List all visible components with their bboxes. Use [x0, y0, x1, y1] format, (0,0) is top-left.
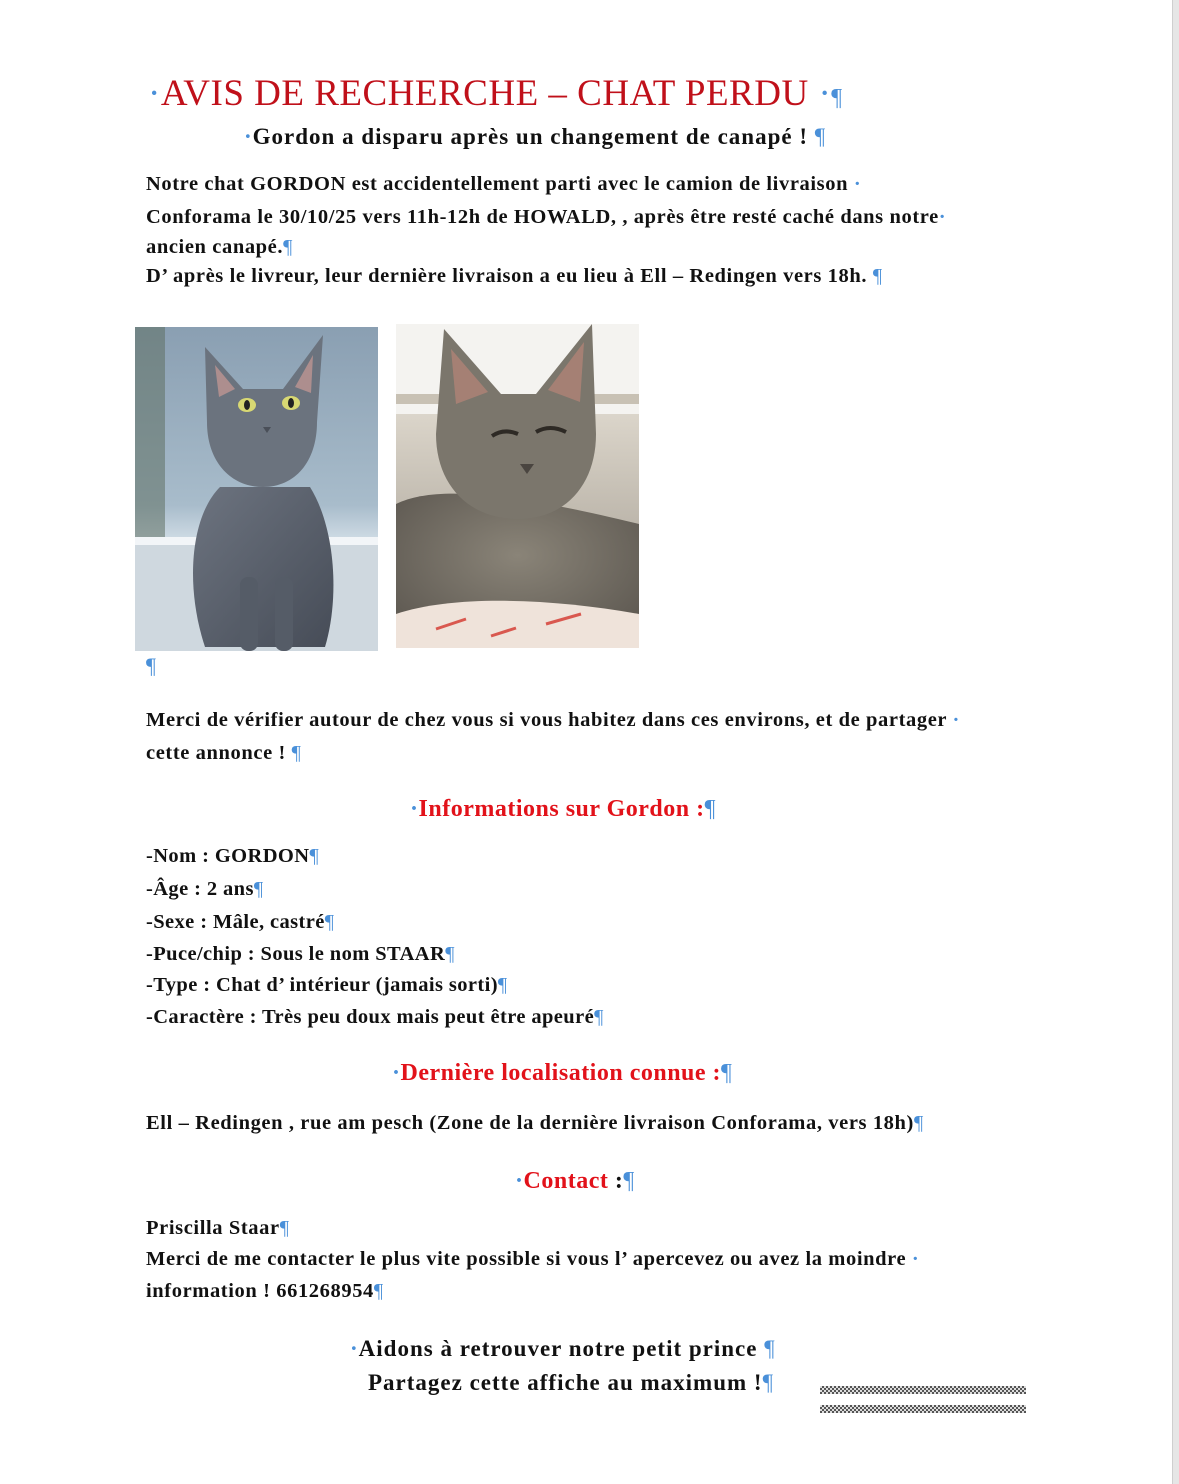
info-heading-text: Informations sur Gordon :	[418, 796, 705, 822]
location-heading-text: Dernière localisation connue :	[400, 1060, 722, 1086]
location-text	[146, 1108, 924, 1139]
intro-line-3: ancien canapé.	[146, 236, 284, 258]
pilcrow: ¶	[762, 1370, 774, 1395]
request-line-2: cette annonce !	[146, 742, 286, 764]
intro-line-4: D’ après le livreur, leur dernière livraison a eu lieu à Ell – Redingen vers 18h.	[146, 265, 868, 287]
contact-name: Priscilla Staar	[146, 1217, 280, 1239]
request-line-1: Merci de vérifier autour de chez vous si vous habitez dans ces environs, et de partager	[146, 709, 947, 731]
location-text-content: Ell – Redingen , rue am pesch (Zone de la dernière livraison Conforama, vers 18h)	[146, 1112, 914, 1134]
gray-cat-lying-image	[396, 324, 639, 648]
contact-heading: ·Contact :¶	[515, 1168, 635, 1194]
info-item-type: -Type : Chat d’ intérieur (jamais sorti)¶	[146, 974, 508, 996]
pilcrow: ¶	[721, 1060, 733, 1086]
info-item-chip: -Puce/chip : Sous le nom STAAR¶	[146, 943, 455, 965]
contact-heading-colon: :	[614, 1168, 624, 1194]
pilcrow: ¶	[764, 1336, 776, 1361]
pilcrow: ¶	[831, 85, 843, 111]
title-text: AVIS DE RECHERCHE – CHAT PERDU	[160, 73, 809, 114]
location-heading: ·Dernière localisation connue :¶	[392, 1060, 733, 1086]
info-item-character: -Caractère : Très peu doux mais peut être apeuré¶	[146, 1006, 604, 1028]
contact-line-2: information ! 661268954	[146, 1280, 374, 1302]
cat-photo-lying	[396, 324, 639, 648]
cat-photo-sitting	[135, 327, 378, 651]
hatched-marker	[820, 1386, 1026, 1394]
pilcrow: ¶	[283, 236, 293, 258]
pilcrow: ¶	[623, 1168, 635, 1194]
info-item-sex: -Sexe : Mâle, castré¶	[146, 911, 335, 933]
contact-details: Priscilla Staar¶ Merci de me contacter le plus vite possible si vous l’ apercevez ou avez la moindre · information ! 661268954¶	[146, 1217, 920, 1302]
contact-heading-text: Contact	[523, 1168, 609, 1194]
info-heading: ·Informations sur Gordon :¶	[410, 796, 716, 822]
intro-line-2: Conforama le 30/10/25 vers 11h-12h de HOWALD, , après être resté caché dans notre	[146, 206, 939, 228]
info-item-age: -Âge : 2 ans¶	[146, 878, 264, 900]
hatched-marker	[820, 1405, 1026, 1413]
subtitle-text: Gordon a disparu après un changement de canapé !	[252, 124, 808, 149]
pilcrow: ¶	[373, 1280, 384, 1302]
intro-paragraph: Notre chat GORDON est accidentellement parti avec le camion de livraison · Conforama le 30/10/25 vers 11h-12h de HOWALD, , après être resté caché dans notre· ancien canapé.¶ D’ après le livreur, leur dernière livraison a eu lieu à Ell – Redingen vers 18h. ¶	[146, 173, 947, 287]
closing-line-1: ·Aidons à retrouver notre petit prince ¶	[350, 1336, 776, 1361]
page-edge	[1172, 0, 1179, 1484]
info-list	[146, 840, 604, 1032]
pilcrow: ¶	[913, 1112, 924, 1134]
pilcrow: ¶	[814, 124, 827, 149]
contact-line-1: Merci de me contacter le plus vite possible si vous l’ apercevez ou avez la moindre	[146, 1248, 907, 1270]
pilcrow: ¶	[704, 796, 716, 822]
intro-line-1: Notre chat GORDON est accidentellement parti avec le camion de livraison	[146, 173, 849, 195]
pilcrow: ¶	[291, 742, 302, 764]
pilcrow: ¶	[279, 1217, 290, 1239]
page-title: ·AVIS DE RECHERCHE – CHAT PERDU ·¶	[148, 73, 843, 114]
subtitle: ·Gordon a disparu après un changement de canapé ! ¶	[244, 124, 827, 149]
closing-line-2-text: Partagez cette affiche au maximum !	[368, 1370, 763, 1395]
pilcrow: ¶	[872, 265, 883, 287]
gray-cat-sitting-image	[135, 327, 378, 651]
closing-line-2	[368, 1370, 774, 1396]
request-paragraph: Merci de vérifier autour de chez vous si vous habitez dans ces environs, et de partager · cette annonce ! ¶	[146, 709, 960, 764]
info-item-name: -Nom : GORDON¶	[146, 845, 320, 867]
closing-line-1-text: Aidons à retrouver notre petit prince	[358, 1336, 758, 1361]
pilcrow-after-photos: ¶	[146, 653, 156, 678]
